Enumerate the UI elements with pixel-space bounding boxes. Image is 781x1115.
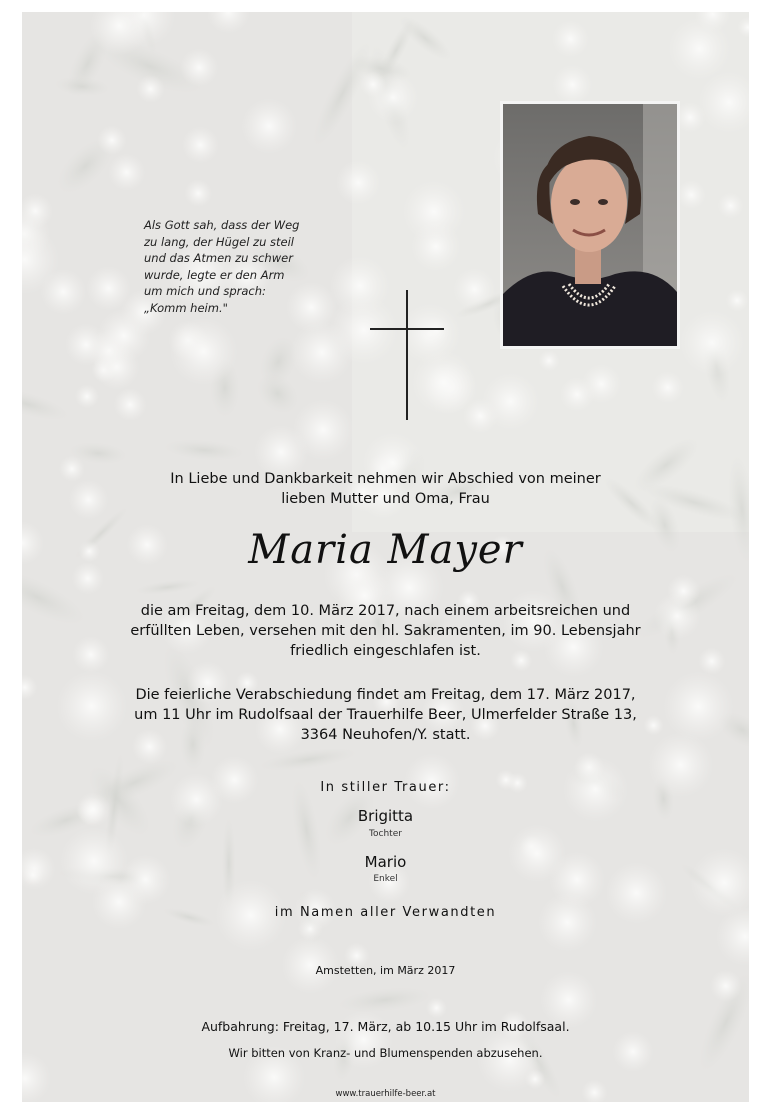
viewing-info: Aufbahrung: Freitag, 17. März, ab 10.15 Uhr im Rudolfsaal. bbox=[201, 1019, 570, 1034]
blossom-shape bbox=[180, 49, 218, 87]
blossom-shape bbox=[108, 154, 145, 191]
portrait-image bbox=[503, 104, 677, 346]
death-details bbox=[22, 601, 749, 661]
quote-line: um mich und sprach: bbox=[144, 284, 266, 298]
intro-line: lieben Mutter und Oma, Frau bbox=[281, 491, 490, 507]
ceremony-line: Die feierliche Verabschiedung findet am Freitag, dem 17. März 2017, bbox=[135, 687, 636, 703]
place-date: Amstetten, im März 2017 bbox=[315, 964, 456, 977]
quote-line: „Komm heim." bbox=[144, 300, 228, 315]
ceremony-line: um 11 Uhr im Rudolfsaal der Trauerhilfe Beer, Ulmerfelder Straße 13, bbox=[134, 707, 637, 723]
portrait-photo bbox=[500, 101, 680, 349]
quote-text bbox=[144, 217, 334, 316]
blossom-shape bbox=[97, 309, 150, 362]
blossom-shape bbox=[411, 350, 476, 415]
blossom-shape bbox=[552, 20, 590, 58]
blossom-shape bbox=[184, 179, 212, 207]
blossom-shape bbox=[668, 17, 731, 80]
quote-line: Als Gott sah, dass der Weg bbox=[144, 218, 300, 232]
blossom-shape bbox=[422, 316, 450, 344]
blossom-shape bbox=[679, 310, 745, 376]
blossom-shape bbox=[336, 160, 381, 205]
blossom-shape bbox=[170, 318, 238, 386]
blossom-shape bbox=[717, 193, 743, 219]
closing-line: im Namen aller Verwandten bbox=[274, 905, 497, 920]
mourner-relation: Tochter bbox=[369, 829, 402, 839]
obituary-page bbox=[22, 12, 749, 1102]
ceremony-line: 3364 Neuhofen/Y. statt. bbox=[300, 727, 471, 743]
cross-icon-bar bbox=[370, 328, 444, 330]
mourner-relation: Enkel bbox=[373, 874, 398, 884]
details-line: friedlich eingeschlafen ist. bbox=[290, 643, 481, 659]
blossom-shape bbox=[75, 384, 99, 408]
mourner-name: Brigitta bbox=[357, 807, 414, 825]
quote-line: wurde, legte er den Arm bbox=[144, 267, 285, 282]
details-line: erfüllten Leben, versehen mit den hl. Sakramenten, im 90. Lebensjahr bbox=[130, 623, 641, 639]
flower-request: Wir bitten von Kranz- und Blumenspenden abzusehen. bbox=[228, 1046, 543, 1060]
blossom-shape bbox=[560, 377, 595, 412]
blossom-shape bbox=[136, 75, 164, 103]
details-line: die am Freitag, dem 10. März 2017, nach einem arbeitsreichen und bbox=[140, 603, 631, 619]
deceased-name: Maria Mayer bbox=[248, 527, 523, 573]
intro-line: In Liebe und Dankbarkeit nehmen wir Abschied von meiner bbox=[170, 471, 601, 487]
cross-icon bbox=[406, 290, 408, 420]
blossom-shape bbox=[241, 98, 297, 154]
quote-line: zu lang, der Hügel zu steil bbox=[144, 234, 294, 249]
intro-text bbox=[22, 469, 749, 509]
blossom-shape bbox=[97, 126, 126, 155]
blossom-shape bbox=[114, 388, 147, 421]
blossom-shape bbox=[329, 296, 398, 365]
ceremony-details bbox=[22, 685, 749, 745]
blossom-shape bbox=[360, 71, 386, 97]
blossom-shape bbox=[726, 289, 749, 312]
blossom-shape bbox=[402, 180, 466, 244]
mourner-name: Mario bbox=[364, 853, 407, 871]
blossom-shape bbox=[453, 268, 496, 311]
mourners-heading: In stiller Trauer: bbox=[320, 780, 451, 795]
blossom-shape bbox=[651, 371, 684, 404]
blossom-shape bbox=[677, 180, 707, 210]
blossom-shape bbox=[426, 997, 447, 1018]
blossom-shape bbox=[538, 350, 560, 372]
blossom-shape bbox=[525, 1069, 545, 1089]
website-link[interactable]: www.trauerhilfe-beer.at bbox=[335, 1089, 436, 1099]
blossom-shape bbox=[182, 127, 219, 164]
quote-line: und das Atmen zu schwer bbox=[144, 251, 293, 265]
blossom-shape bbox=[481, 372, 539, 430]
